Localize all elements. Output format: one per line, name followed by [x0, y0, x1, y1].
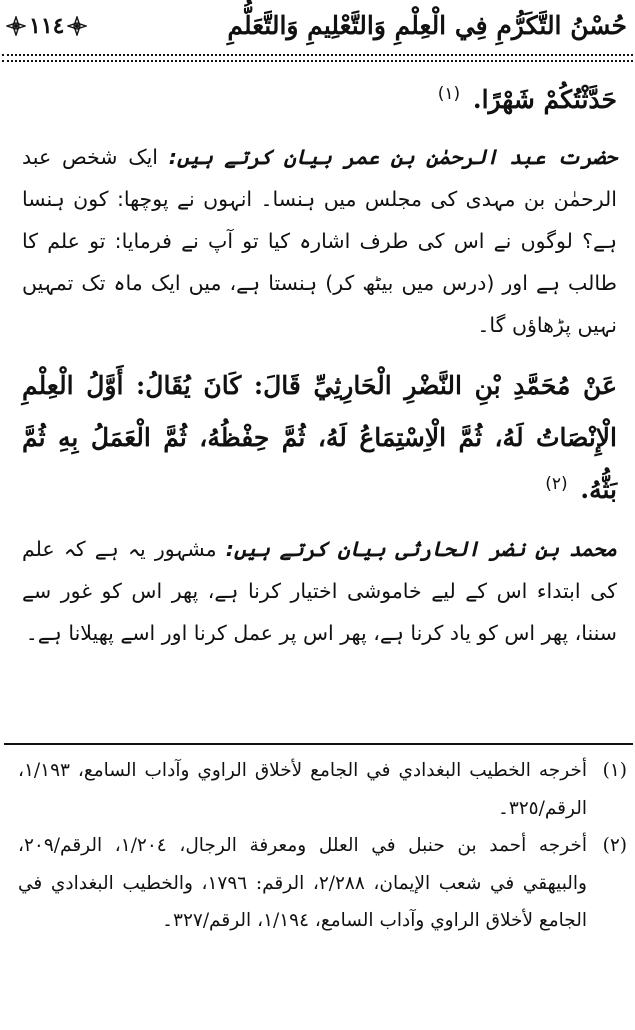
floral-ornament-icon — [6, 16, 26, 36]
urdu-lead: محمد بن نضر الحارثی بیان کرتے ہیں: — [225, 537, 617, 561]
urdu-translation-2 — [22, 528, 617, 654]
main-content — [22, 74, 617, 654]
footnote-number: (٢) — [602, 835, 627, 856]
footnote-1 — [18, 752, 627, 827]
footnote-text: أخرجه الخطيب البغدادي في الجامع لأخلاق الراوي وآداب السامع، ١/١٩٣، الرقم/٣٢٥۔ — [18, 760, 587, 819]
footnote-ref-2: (٢) — [545, 473, 568, 494]
page-header — [6, 4, 627, 48]
footnotes — [18, 752, 627, 940]
arabic-text: عَنْ مُحَمَّدِ بْنِ النَّضْرِ الْحَارِثِيِّ قَالَ: كَانَ يُقَالُ: أَوَّلُ الْعِلْمِ الْإِنْصَاتُ لَهُ، ثُمَّ الْاِسْتِمَاعُ لَهُ، ثُمَّ حِفْظُهُ، ثُمَّ الْعَمَلُ بِهِ ثُمَّ بَثُّهُ. — [22, 371, 617, 504]
footnote-2 — [18, 827, 627, 940]
footnote-divider — [4, 743, 633, 745]
urdu-lead: حضرت عبد الرحمٰن بن عمر بیان کرتے ہیں: — [168, 145, 617, 169]
arabic-hadith-2 — [22, 360, 617, 516]
header-divider — [2, 54, 633, 62]
urdu-text: مشہور یہ ہے کہ علم کی ابتداء اس کے لیے خاموشی اختیار کرنا ہے، پھر اس کو غور سے سننا، پھر اس کو یاد کرنا ہے، پھر اس پر عمل کرنا اور اسے پھیلانا ہے۔ — [22, 537, 617, 645]
floral-ornament-icon — [67, 16, 87, 36]
page-number: ١١٤ — [29, 13, 65, 39]
footnote-text: أخرجه أحمد بن حنبل في العلل ومعرفة الرجال، ١/٢٠٤، الرقم/٢٠٩، والبيهقي في شعب الإيمان، ٢/٢٨٨، الرقم: ١٧٩٦، والخطيب البغدادي في الجامع لأخلاق الراوي وآداب السامع، ١/١٩٤، الرقم/٣٢٧۔ — [18, 835, 587, 931]
urdu-translation-1 — [22, 136, 617, 346]
arabic-hadith-1 — [22, 74, 617, 126]
page-number-block — [6, 11, 87, 41]
arabic-text: حَدَّثْتُكُمْ شَهْرًا. — [472, 85, 617, 114]
footnote-number: (١) — [602, 760, 627, 781]
running-title: حُسْنُ التَّكَرُّمِ فِي الْعِلْمِ وَالتَّعْلِيمِ وَالتَّعَلُّمِ — [227, 11, 627, 40]
footnote-ref-1: (١) — [437, 83, 461, 104]
urdu-text: ایک شخص عبد الرحمٰن بن مہدی کی مجلس میں ہنسا۔ انہوں نے پوچھا: کون ہنسا ہے؟ لوگوں نے اس کی طرف اشارہ کیا تو آپ نے فرمایا: تو علم کا طالب ہے اور (درس میں بیٹھ کر) ہنستا ہے، میں ایک ماہ تک تمہیں نہیں پڑھاؤں گا۔ — [22, 145, 617, 337]
